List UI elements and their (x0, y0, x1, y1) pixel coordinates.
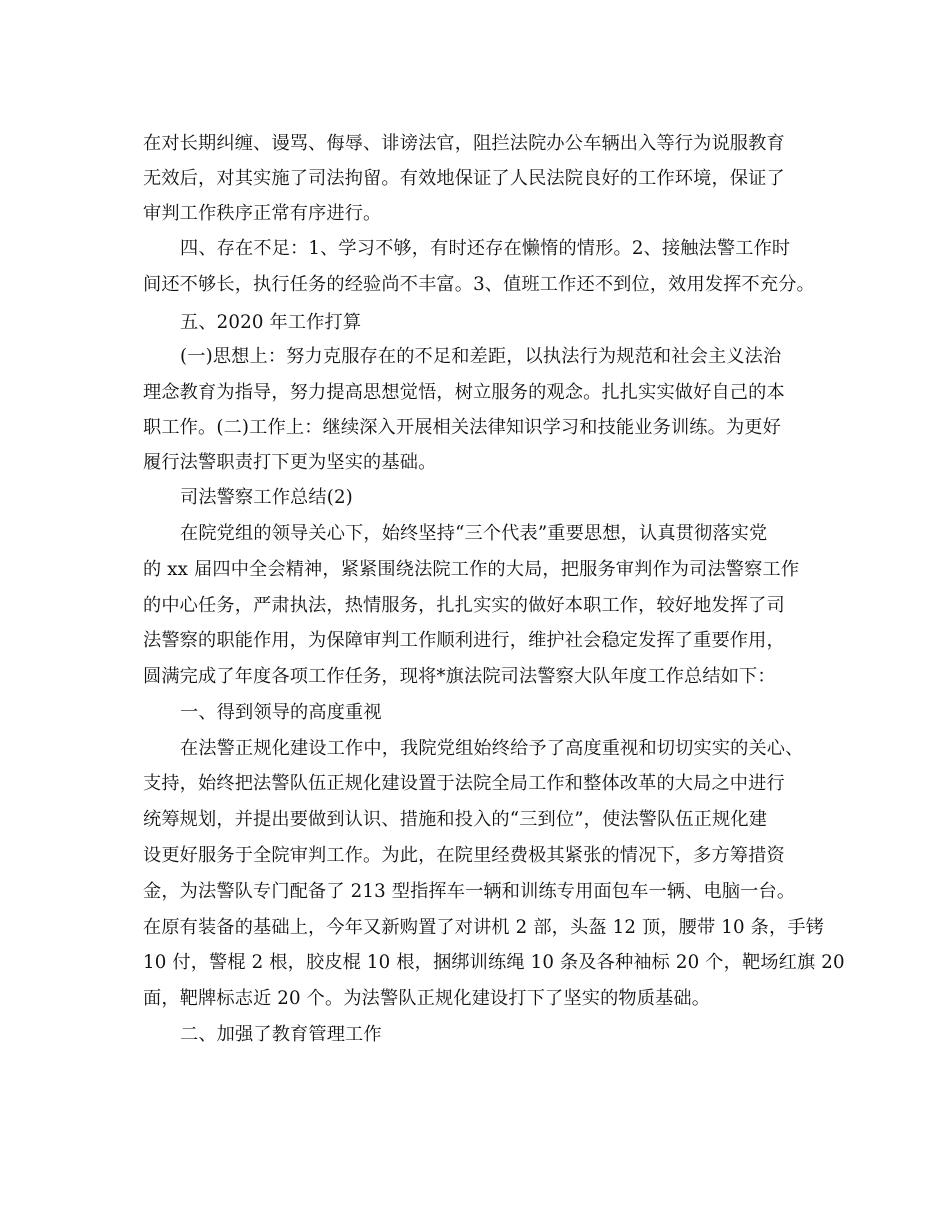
paragraph-line: 在对长期纠缠、谩骂、侮辱、诽谤法官，阻拦法院办公车辆出入等行为说服教育 (143, 133, 785, 154)
section-heading: 一、得到领导的高度重视 (180, 702, 382, 723)
paragraph-line: 金，为法警队专门配备了 213 型指挥车一辆和训练专用面包车一辆、电脑一台。 (143, 881, 796, 902)
paragraph-line: 理念教育为指导，努力提高思想觉悟，树立服务的观念。扎扎实实做好自己的本 (143, 382, 785, 403)
paragraph-line: 10 付，警棍 2 根，胶皮棍 10 根，捆绑训练绳 10 条及各种袖标 20 个，靶场红旗 20 (143, 952, 845, 973)
section-heading: 五、2020 年工作打算 (180, 312, 362, 333)
paragraph-line: 职工作。(二)工作上：继续深入开展相关法律知识学习和技能业务训练。为更好 (143, 417, 781, 438)
paragraph-line: 的中心任务，严肃执法，热情服务，扎扎实实的做好本职工作，较好地发挥了司 (143, 595, 785, 616)
section-heading: 二、加强了教育管理工作 (180, 1024, 382, 1045)
paragraph-line: 间还不够长，执行任务的经验尚不丰富。3、值班工作还不到位，效用发挥不充分。 (143, 274, 815, 295)
paragraph-line: 面，靶牌标志近 20 个。为法警队正规化建设打下了坚实的物质基础。 (143, 988, 711, 1009)
paragraph-line: 在原有装备的基础上，今年又新购置了对讲机 2 部，头盔 12 顶，腰带 10 条，手铐 (143, 917, 824, 938)
paragraph-line: 履行法警职责打下更为坚实的基础。 (143, 452, 437, 473)
paragraph-line: 无效后，对其实施了司法拘留。有效地保证了人民法院良好的工作环境，保证了 (143, 168, 785, 189)
paragraph-line: 在法警正规化建设工作中，我院党组始终给予了高度重视和切切实实的关心、 (180, 738, 804, 759)
paragraph-line: 审判工作秩序正常有序进行。 (143, 203, 382, 224)
paragraph-line: 的 xx 届四中全会精神，紧紧围绕法院工作的大局，把服务审判作为司法警察工作 (143, 559, 800, 580)
paragraph-line: 支持，始终把法警队伍正规化建设置于法院全局工作和整体改革的大局之中进行 (143, 773, 785, 794)
paragraph-line: 设更好服务于全院审判工作。为此，在院里经费极其紧张的情况下，多方筹措资 (143, 845, 785, 866)
paragraph-line: 统筹规划，并提出要做到认识、措施和投入的“三到位”，使法警队伍正规化建 (143, 809, 768, 830)
section-heading: 司法警察工作总结(2) (180, 487, 353, 508)
paragraph-line: (一)思想上：努力克服存在的不足和差距，以执法行为规范和社会主义法治 (180, 346, 782, 367)
paragraph-line: 法警察的职能作用，为保障审判工作顺利进行，维护社会稳定发挥了重要作用， (143, 630, 785, 651)
paragraph-line: 在院党组的领导关心下，始终坚持“三个代表”重要思想，认真贯彻落实党 (180, 523, 768, 544)
paragraph-line: 四、存在不足：1、学习不够，有时还存在懒惰的情形。2、接触法警工作时 (180, 238, 791, 259)
paragraph-line: 圆满完成了年度各项工作任务，现将*旗法院司法警察大队年度工作总结如下： (143, 666, 776, 687)
